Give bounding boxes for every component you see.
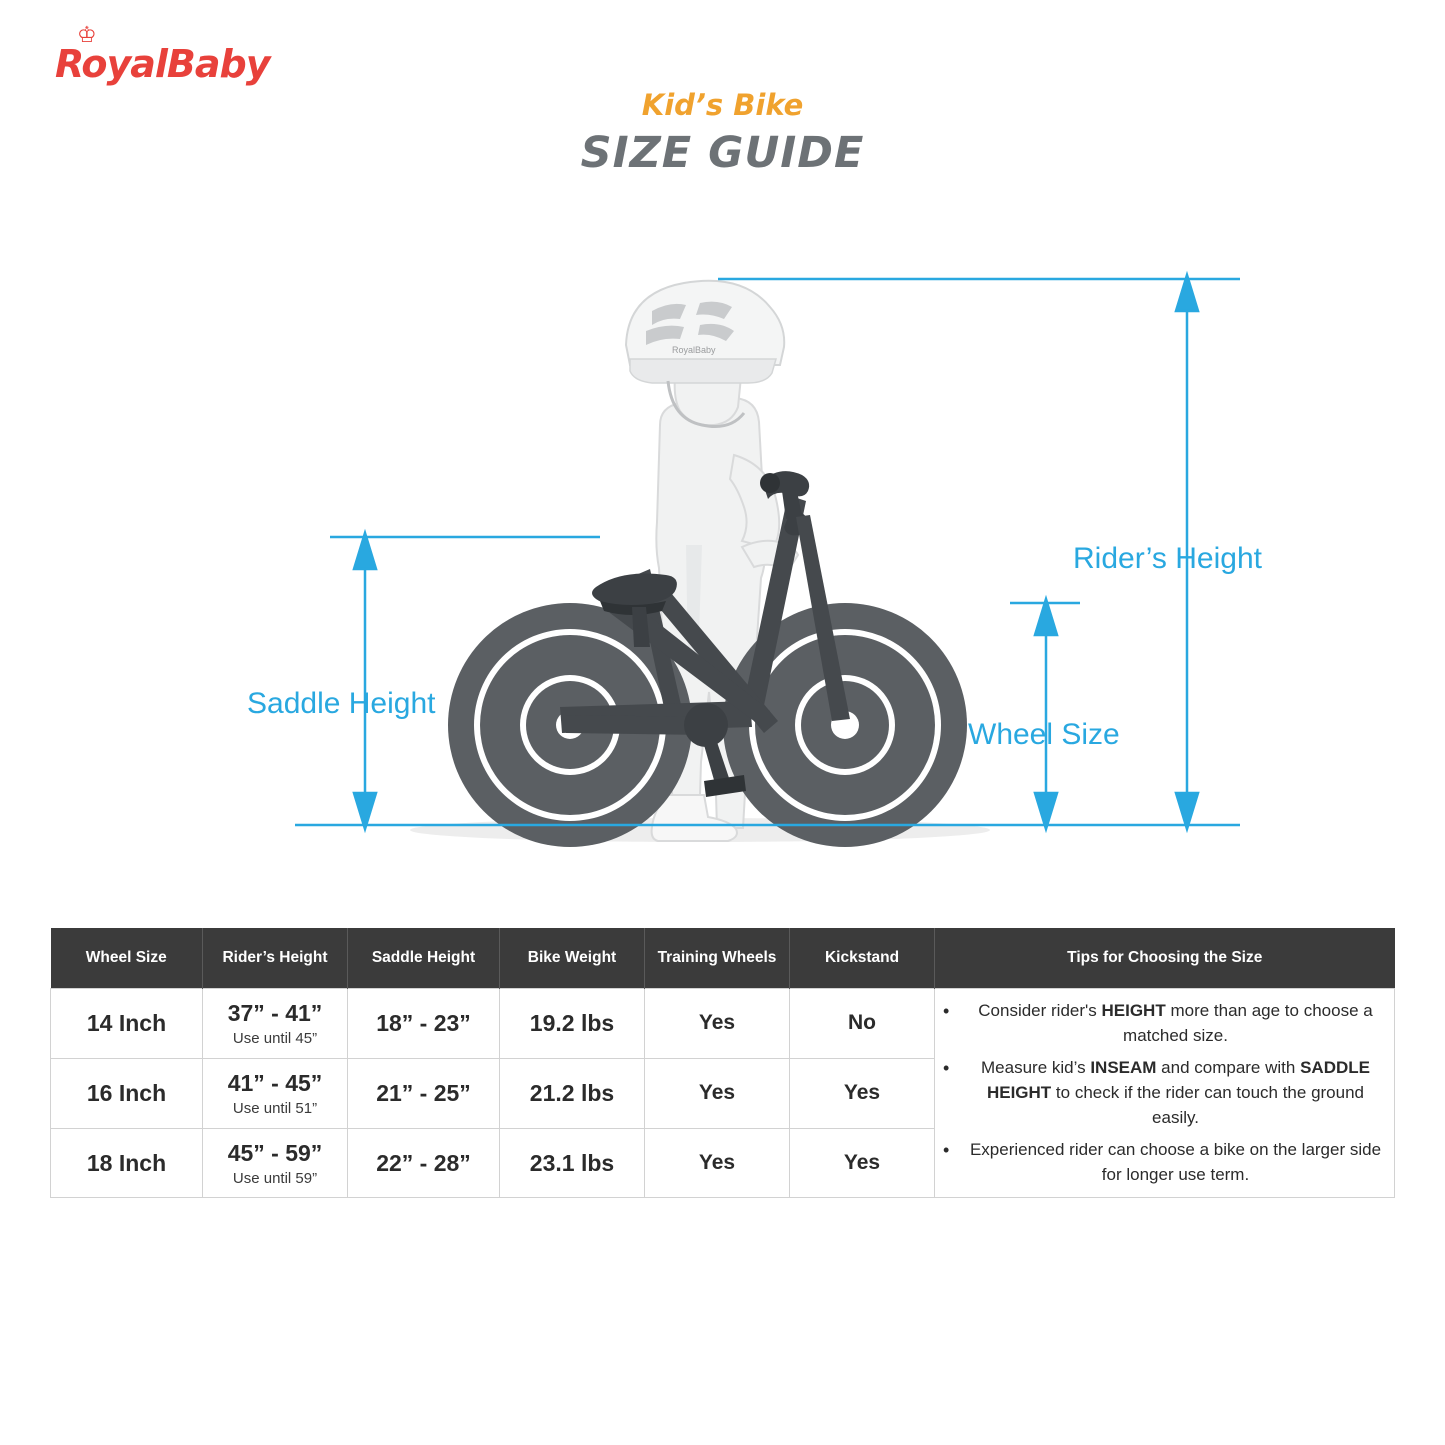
cell-bike-weight: 21.2 lbs [500,1058,645,1128]
cell-saddle-height: 18” - 23” [348,989,500,1059]
cell-wheel-size: 18 Inch [51,1128,203,1198]
helmet-logo-text: RoyalBaby [672,345,716,355]
cell-kickstand: Yes [790,1128,935,1198]
cell-saddle-height: 21” - 25” [348,1058,500,1128]
table-header-row [51,928,1395,989]
cell-bike-weight: 23.1 lbs [500,1128,645,1198]
cell-training-wheels: Yes [645,989,790,1059]
cell-kickstand: Yes [790,1058,935,1128]
cell-riders-height [203,989,348,1059]
cell-training-wheels: Yes [645,1128,790,1198]
cell-training-wheels: Yes [645,1058,790,1128]
cell-tips [935,989,1395,1198]
page-subtitle: Kid’s Bike [641,88,804,122]
cell-riders-height-range: 41” - 45” [227,1069,323,1096]
cell-kickstand: No [790,989,935,1059]
cell-saddle-height: 22” - 28” [348,1128,500,1198]
col-header-riders-height: Rider’s Height [203,928,348,989]
cell-riders-height-note: Use until 45” [232,1029,318,1047]
label-riders-height: Rider’s Height [1073,542,1262,575]
tip-item: • Measure kid’s INSEAM and compare with SADDLE HEIGHT to check if the rider can touch the ground easily. [963,1056,1388,1130]
cell-riders-height-note: Use until 51” [232,1099,318,1117]
cell-riders-height-note: Use until 59” [232,1169,318,1187]
size-guide-table [50,928,1395,1198]
page-title: SIZE GUIDE [580,128,865,178]
cell-riders-height [203,1128,348,1198]
tips-list [941,999,1388,1187]
bike-size-diagram [0,255,1445,895]
brand-name: RoyalBaby [55,42,270,86]
col-header-wheel-size: Wheel Size [51,928,203,989]
cell-wheel-size: 14 Inch [51,989,203,1059]
brand-logo [55,23,270,86]
label-wheel-size: Wheel Size [968,718,1120,751]
table-row [51,989,1395,1059]
page-title-block [0,88,1445,178]
cell-wheel-size: 16 Inch [51,1058,203,1128]
col-header-bike-weight: Bike Weight [500,928,645,989]
label-saddle-height: Saddle Height [247,687,436,720]
size-guide-table-wrapper [50,928,1395,1198]
tip-item: • Experienced rider can choose a bike on the larger side for longer use term. [963,1138,1388,1187]
cell-riders-height-range: 37” - 41” [227,999,323,1026]
cell-riders-height-range: 45” - 59” [227,1139,323,1166]
cell-riders-height [203,1058,348,1128]
col-header-saddle-height: Saddle Height [348,928,500,989]
crown-icon: ♔ [77,23,96,48]
col-header-kickstand: Kickstand [790,928,935,989]
col-header-training-wheels: Training Wheels [645,928,790,989]
col-header-tips: Tips for Choosing the Size [935,928,1395,989]
cell-bike-weight: 19.2 lbs [500,989,645,1059]
tip-item: • Consider rider's HEIGHT more than age to choose a matched size. [963,999,1388,1048]
